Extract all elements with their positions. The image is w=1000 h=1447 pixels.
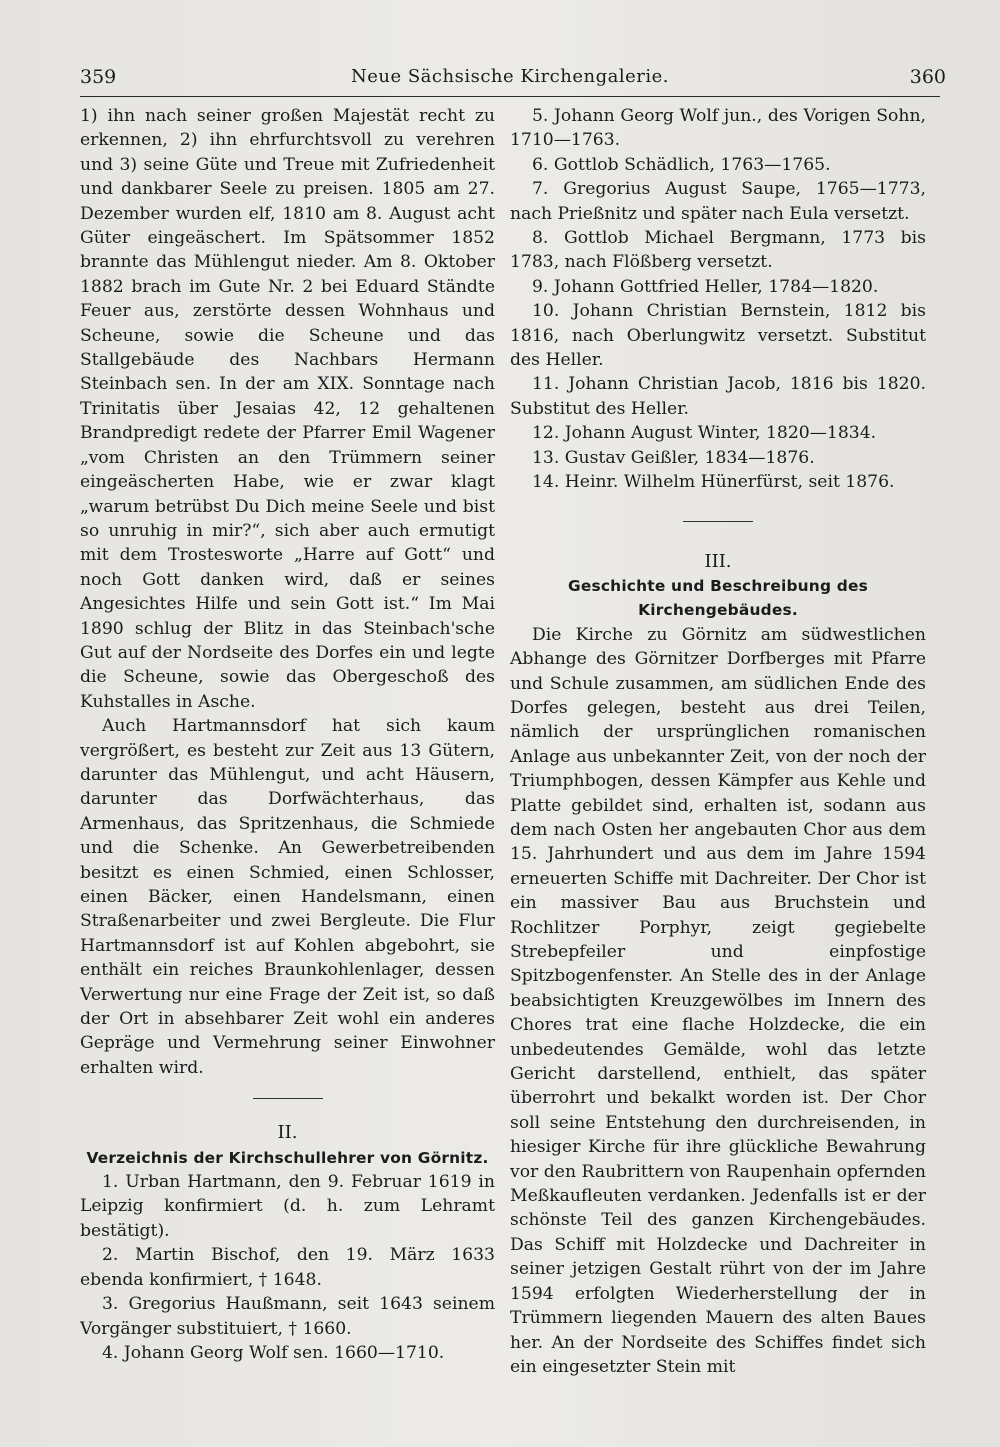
left-column [80,104,495,1365]
paragraph-fires: 1) ihn nach seiner großen Majestät recht zu erkennen, 2) ihn ehrfurchtsvoll zu verehren und 3) seine Güte und Treue mit Zufriedenheit und dankbarer Seele zu preisen. 1805 am 27. Dezember wurden elf, 1810 am 8. August acht Güter eingeäschert. Im Spätsommer 1852 brannte das Mühlengut nieder. Am 8. Oktober 1882 brach im Gute Nr. 2 bei Eduard Ständte Feuer aus, zerstörte dessen Wohnhaus und Scheune, sowie die Scheune und das Stallgebäude des Nachbars Hermann Steinbach sen. In der am XIX. Sonntage nach Trinitatis über Jesaias 42, 12 gehaltenen Brandpredigt redete der Pfarrer Emil Wagener „vom Christen an den Trümmern seiner eingeäscherten Habe, wie er zwar klagt „warum betrübst Du Dich meine Seele und bist so unruhig in mir?“, sich aber auch ermutigt mit dem Trostesworte „Harre auf Gott“ und noch Gott danken wird, daß er seines Angesichtes Hilfe und sein Gott ist.“ Im Mai 1890 schlug der Blitz in das Steinbach'sche Gut auf der Nordseite des Dorfes ein und legte die Scheune, sowie das Obergeschoß des Kuhstalles in Asche. [80,106,495,712]
running-title: Neue Sächsische Kirchengalerie. [350,66,669,87]
section-divider [683,521,753,522]
paragraph-hartmannsdorf: Auch Hartmannsdorf hat sich kaum vergrößert, es besteht zur Zeit aus 13 Gütern, darunter das Mühlengut, und acht Häusern, darunter das Dorfwächterhaus, das Armenhaus, das Spritzenhaus, die Schmiede und die Schenke. An Gewerbetreibenden besitzt es einen Schmied, einen Schlosser, einen Bäcker, einen Handelsmann, einen Straßenarbeiter und zwei Bergleute. Die Flur Hartmannsdorf ist auf Kohlen abgebohrt, sie enthält ein reiches Braunkohlenlager, dessen Verwertung nur eine Frage der Zeit ist, so daß der Ort in absehbarer Zeit wohl ein anderes Gepräge und Vermehrung seiner Einwohner erhalten wird. [80,716,495,1078]
page-number-right: 360 [909,66,946,88]
list-item: 1. Urban Hartmann, den 9. Februar 1619 in Leipzig konfirmiert (d. h. zum Lehramt bestätigt). [80,1172,495,1241]
paragraph-church-description: Die Kirche zu Görnitz am südwestlichen Abhange des Görnitzer Dorfberges mit Pfarre und Schule zusammen, am südlichen Ende des Dorfes gelegen, besteht aus drei Teilen, nämlich der ursprünglichen romanischen Anlage aus unbekannter Zeit, von der noch der Triumphbogen, dessen Kämpfer aus Kehle und Platte gebildet sind, erhalten ist, sodann aus dem nach Osten her angebauten Chor aus dem 15. Jahrhundert und aus dem im Jahre 1594 erneuerten Schiffe mit Dachreiter. Der Chor ist ein massiver Bau aus Bruchstein und Rochlitzer Porphyr, zeigt gegiebelte Strebepfeiler und einpfostige Spitzbogenfenster. An Stelle des in der Anlage beabsichtigten Kreuzgewölbes im Innern des Chores trat eine flache Holzdecke, die ein unbedeutendes Gemälde, wohl das letzte Gericht darstellend, enthielt, das später überrohrt und bekalkt worden ist. Der Chor soll seine Entstehung den durchreisenden, in hiesiger Kirche für ihre glückliche Bewahrung vor den Raubrittern von Raupenhain opfernden Meßkaufleuten verdanken. Jedenfalls ist er der schönste Teil des ganzen Kirchengebäudes. Das Schiff mit Holzdecke und Dachreiter in seiner jetzigen Gestalt rührt von der im Jahre 1594 erfolgten Wiederherstellung der in Trümmern liegenden Mauern des alten Baues her. An der Nordseite des Schiffes findet sich ein eingesetzter Stein mit [510,624,926,1377]
page-header [80,60,946,97]
right-column [510,104,926,1379]
list-item: 4. Johann Georg Wolf sen. 1660—1710. [102,1342,445,1363]
section-title-church: Geschichte und Beschreibung des Kirchengebäudes. [568,576,868,620]
page-number-left: 359 [80,66,117,88]
list-item: 14. Heinr. Wilhelm Hünerfürst, seit 1876. [532,472,895,493]
section-number-iii: III. [704,550,732,572]
list-item: 3. Gregorius Haußmann, seit 1643 seinem Vorgänger substituiert, † 1660. [80,1294,495,1339]
list-item: 12. Johann August Winter, 1820—1834. [532,423,877,444]
list-item: 5. Johann Georg Wolf jun., des Vorigen Sohn, 1710—1763. [510,106,926,151]
section-number-ii: II. [277,1122,298,1144]
list-item: 9. Johann Gottfried Heller, 1784—1820. [532,276,879,297]
section-divider [253,1098,323,1099]
list-item: 13. Gustav Geißler, 1834—1876. [532,447,815,468]
list-item: 6. Gottlob Schädlich, 1763—1765. [532,154,831,175]
list-item: 10. Johann Christian Bernstein, 1812 bis 1816, nach Oberlungwitz versetzt. Substitut des Heller. [510,301,926,371]
list-item: 11. Johann Christian Jacob, 1816 bis 1820. Substitut des Heller. [510,374,926,419]
list-item: 7. Gregorius August Saupe, 1765—1773, nach Prießnitz und später nach Eula versetzt. [510,179,926,224]
list-item: 2. Martin Bischof, den 19. März 1633 ebenda konfirmiert, † 1648. [80,1245,495,1290]
list-item: 8. Gottlob Michael Bergmann, 1773 bis 1783, nach Flößberg versetzt. [510,228,926,273]
section-title-teachers: Verzeichnis der Kirchschullehrer von Görnitz. [86,1148,489,1167]
